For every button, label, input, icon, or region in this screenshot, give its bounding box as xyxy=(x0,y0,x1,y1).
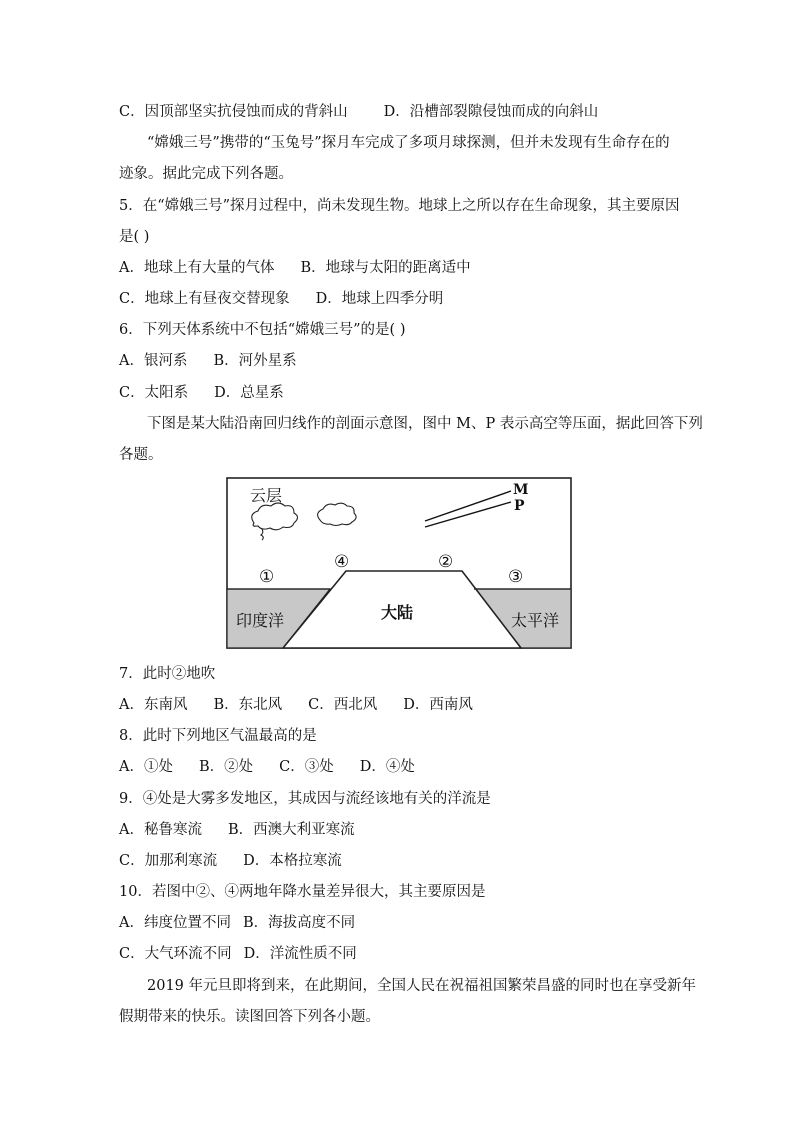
question-5-options-ab xyxy=(119,258,471,278)
question-10: 10．若图中②、④两地年降水量差异很大，其主要原因是 xyxy=(119,884,486,900)
question-5-options-cd xyxy=(119,289,443,309)
option-b: B．东北风 xyxy=(213,697,283,713)
option-d: D．西南风 xyxy=(403,697,473,713)
option-a: A．银河系 xyxy=(119,353,188,369)
option-b: B．河外星系 xyxy=(213,353,297,369)
label-p: P xyxy=(514,498,525,514)
option-d: D．本格拉寒流 xyxy=(243,853,342,869)
question-9-options-cd xyxy=(119,851,342,871)
point-4: ④ xyxy=(334,552,350,572)
option-d: D．地球上四季分明 xyxy=(315,291,444,307)
continent-cross-section-figure xyxy=(226,477,572,649)
option-c: C．太阳系 xyxy=(119,385,189,401)
option-a: A．东南风 xyxy=(119,697,188,713)
option-line-q4-cd xyxy=(119,102,598,122)
passage-2-line-1: 下图是某大陆沿南回归线作的剖面示意图，图中 M、P 表示高空等压面，据此回答下列 xyxy=(147,416,703,432)
option-c: C．③处 xyxy=(279,759,334,775)
option-a: A．秘鲁寒流 xyxy=(119,822,202,838)
question-7: 7．此时②地吹 xyxy=(119,666,216,682)
passage-1-line-1: “嫦娥三号”携带的“玉兔号”探月车完成了多项月球探测，但并未发现有生命存在的 xyxy=(147,135,670,151)
option-d: D．沿槽部裂隙侵蚀而成的向斜山 xyxy=(383,104,599,120)
option-c: C．大气环流不同 xyxy=(119,946,232,962)
option-d: D．④处 xyxy=(359,759,415,775)
passage-2-line-2: 各题。 xyxy=(119,447,163,463)
option-b: B．海拔高度不同 xyxy=(242,915,356,931)
cross-section-svg xyxy=(226,477,572,649)
question-6-options-ab xyxy=(119,351,297,371)
indian-ocean-label: 印度洋 xyxy=(236,611,285,630)
option-c: C．加那利寒流 xyxy=(119,853,218,869)
passage-3-line-1: 2019 年元旦即将到来，在此期间，全国人民在祝福祖国繁荣昌盛的同时也在享受新年 xyxy=(147,978,697,994)
option-d: D．总星系 xyxy=(214,385,284,401)
continent-label: 大陆 xyxy=(381,603,414,622)
option-b: B．②处 xyxy=(198,759,254,775)
option-c: C．因顶部坚实抗侵蚀而成的背斜山 xyxy=(119,104,348,120)
option-a: A．①处 xyxy=(119,759,173,775)
question-9-options-ab xyxy=(119,820,355,840)
point-3: ③ xyxy=(508,567,524,587)
option-b: B．西澳大利亚寒流 xyxy=(227,822,355,838)
question-6-options-cd xyxy=(119,383,284,403)
question-7-options xyxy=(119,695,473,715)
question-5-line-2: 是( ) xyxy=(119,229,150,245)
point-1: ① xyxy=(259,567,275,587)
question-8-options xyxy=(119,757,415,777)
passage-3-line-2: 假期带来的快乐。读图回答下列各小题。 xyxy=(119,1009,380,1025)
question-8: 8．此时下列地区气温最高的是 xyxy=(119,728,317,744)
option-c: C．西北风 xyxy=(308,697,378,713)
question-9: 9．④处是大雾多发地区，其成因与流经该地有关的洋流是 xyxy=(119,791,491,807)
option-c: C．地球上有昼夜交替现象 xyxy=(119,291,290,307)
option-d: D．洋流性质不同 xyxy=(243,946,357,962)
label-m: M xyxy=(513,482,529,498)
passage-1-line-2: 迹象。据此完成下列各题。 xyxy=(119,166,293,182)
point-2: ② xyxy=(438,552,454,572)
option-b: B．地球与太阳的距离适中 xyxy=(300,260,471,276)
option-a: A．地球上有大量的气体 xyxy=(119,260,275,276)
pacific-ocean-label: 太平洋 xyxy=(511,611,560,630)
option-a: A．纬度位置不同 xyxy=(119,915,231,931)
question-5-line-1: 5．在“嫦娥三号”探月过程中，尚未发现生物。地球上之所以存在生命现象，其主要原因 xyxy=(119,198,680,214)
question-10-options-ab xyxy=(119,913,355,933)
question-10-options-cd xyxy=(119,944,357,964)
question-6: 6．下列天体系统中不包括“嫦娥三号”的是( ) xyxy=(119,322,406,338)
cloud-label: 云层 xyxy=(250,486,283,505)
